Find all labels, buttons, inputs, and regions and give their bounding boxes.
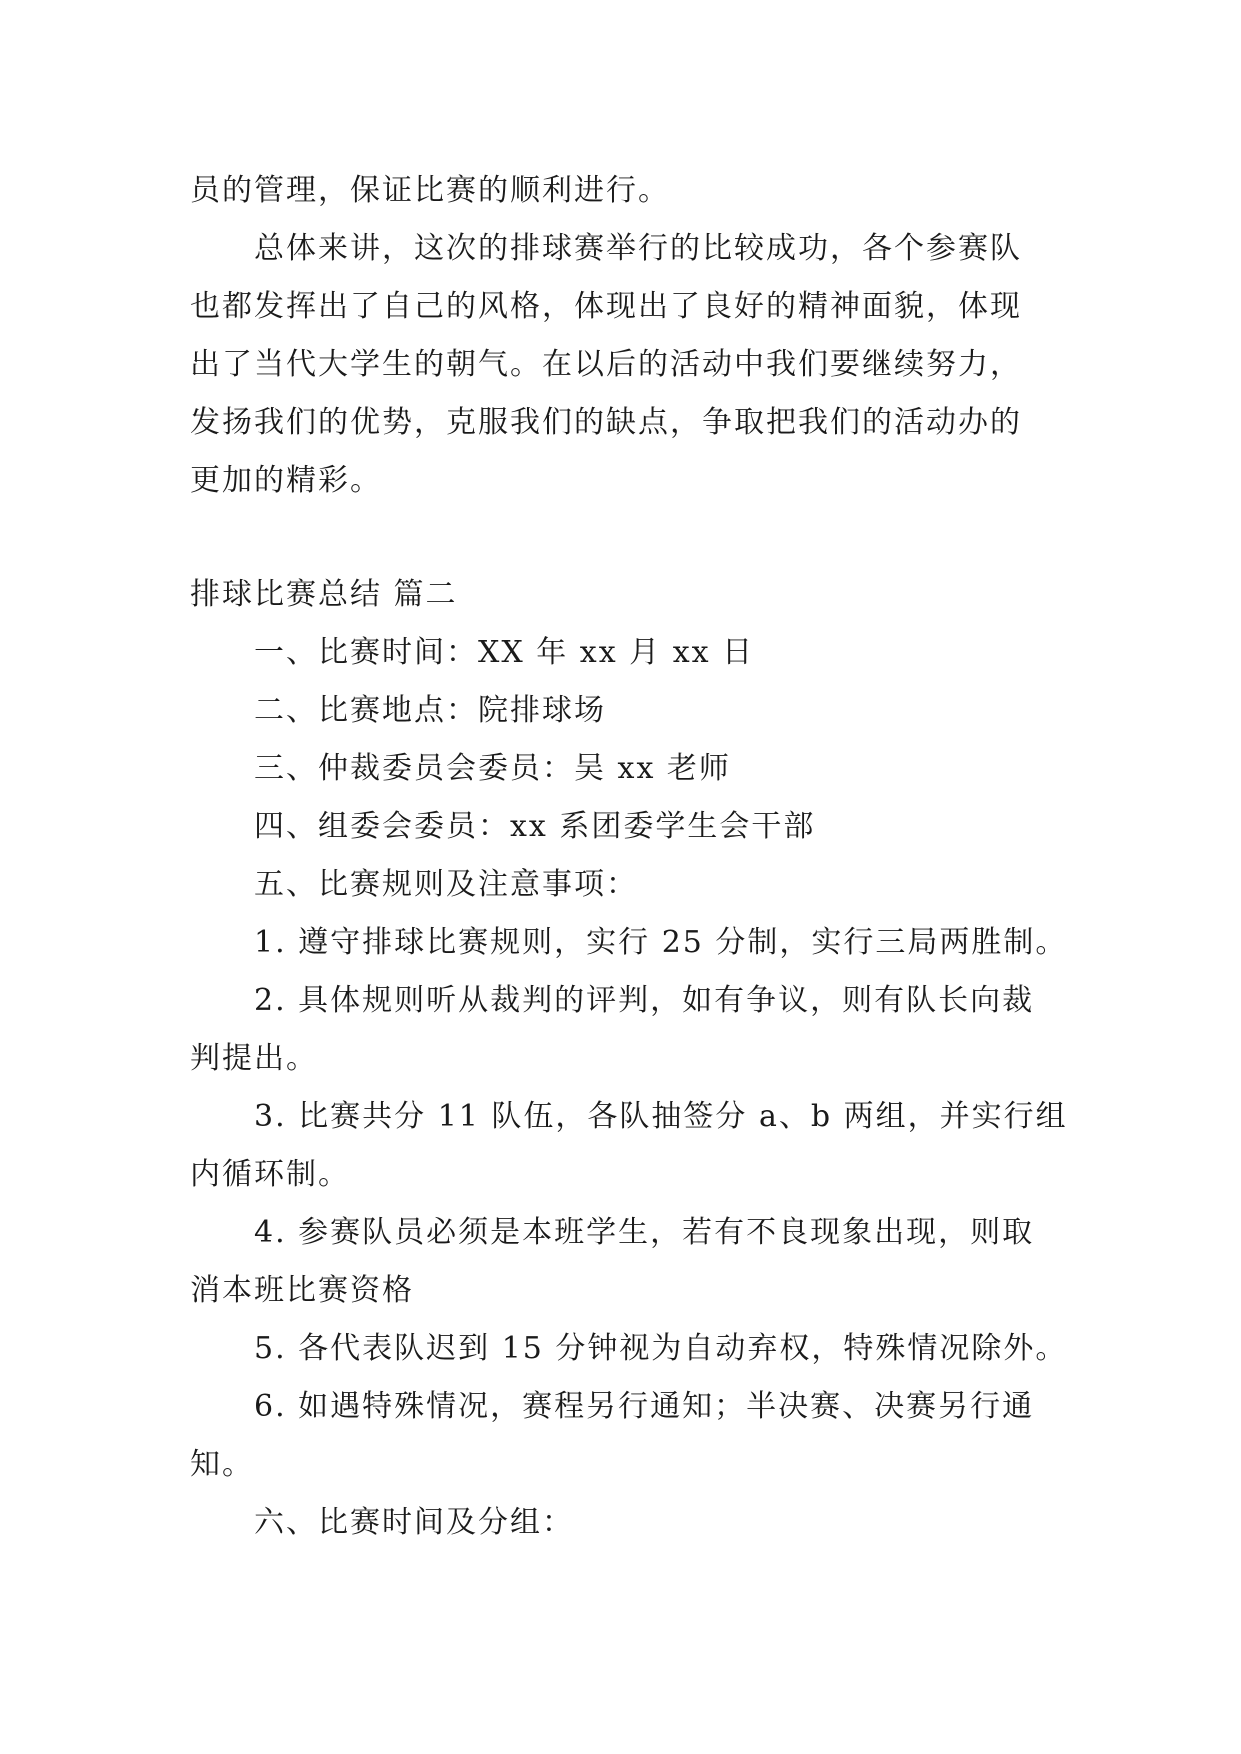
paragraph-line: 发扬我们的优势，克服我们的缺点，争取把我们的活动办的 — [190, 405, 1022, 440]
rule-item-continuation: 内循环制。 — [190, 1157, 350, 1192]
rule-item: 5. 各代表队迟到 15 分钟视为自动弃权，特殊情况除外。 — [254, 1331, 1068, 1366]
list-item: 二、比赛地点：院排球场 — [254, 693, 606, 728]
section-heading: 排球比赛总结 篇二 — [190, 577, 458, 612]
paragraph-line: 员的管理，保证比赛的顺利进行。 — [190, 173, 670, 208]
rule-item: 6. 如遇特殊情况，赛程另行通知；半决赛、决赛另行通 — [254, 1389, 1035, 1424]
list-item: 三、仲裁委员会委员：吴 xx 老师 — [254, 751, 731, 786]
list-item: 六、比赛时间及分组： — [254, 1505, 574, 1540]
list-item: 五、比赛规则及注意事项： — [254, 867, 638, 902]
paragraph-line: 更加的精彩。 — [190, 463, 382, 498]
rule-item: 4. 参赛队员必须是本班学生，若有不良现象出现，则取 — [254, 1215, 1035, 1250]
rule-item: 3. 比赛共分 11 队伍，各队抽签分 a、b 两组，并实行组 — [254, 1099, 1068, 1134]
paragraph-line: 总体来讲，这次的排球赛举行的比较成功，各个参赛队 — [254, 231, 1022, 266]
rule-item: 2. 具体规则听从裁判的评判，如有争议，则有队长向裁 — [254, 983, 1035, 1018]
document-body — [190, 162, 1070, 1552]
rule-item-continuation: 判提出。 — [190, 1041, 318, 1076]
rule-item-continuation: 知。 — [190, 1447, 254, 1482]
section-gap — [190, 510, 1070, 566]
paragraph-line: 出了当代大学生的朝气。在以后的活动中我们要继续努力， — [190, 347, 1022, 382]
rule-item-continuation: 消本班比赛资格 — [190, 1273, 414, 1308]
list-item: 一、比赛时间：XX 年 xx 月 xx 日 — [254, 635, 755, 670]
list-item: 四、组委会委员：xx 系团委学生会干部 — [254, 809, 816, 844]
rule-item: 1. 遵守排球比赛规则，实行 25 分制，实行三局两胜制。 — [254, 925, 1068, 960]
paragraph-line: 也都发挥出了自己的风格，体现出了良好的精神面貌，体现 — [190, 289, 1022, 324]
